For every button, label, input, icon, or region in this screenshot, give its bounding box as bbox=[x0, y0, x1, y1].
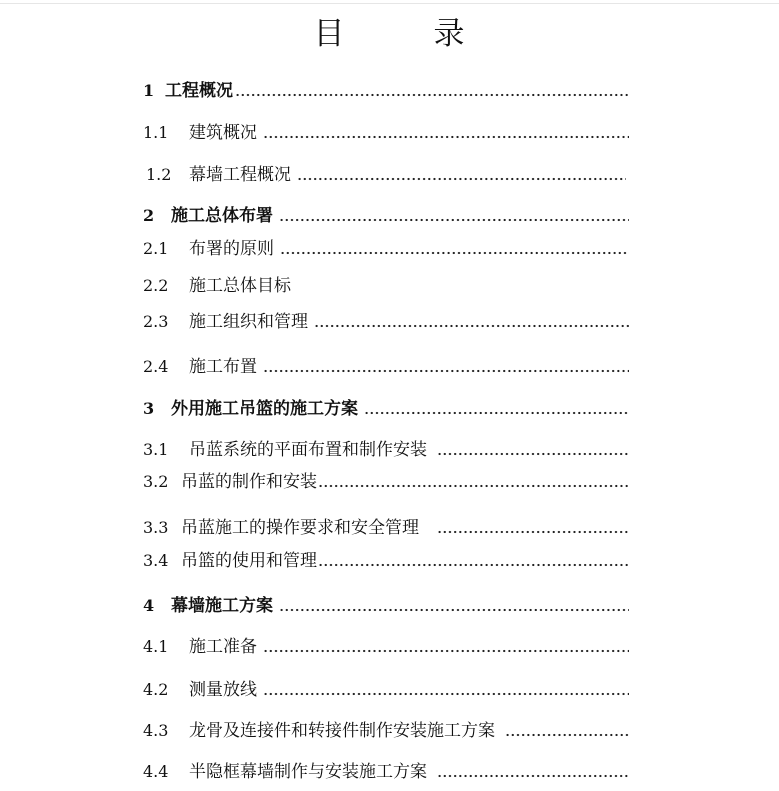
toc-dot-leader bbox=[279, 596, 629, 616]
toc-title-char-2: 录 bbox=[433, 16, 466, 52]
toc-dot-leader bbox=[437, 762, 629, 782]
toc-entry-4-2[interactable] bbox=[143, 676, 629, 700]
toc-entry-number: 3 bbox=[143, 399, 155, 418]
toc-entry-1[interactable] bbox=[143, 77, 629, 101]
toc-entry-2-1[interactable] bbox=[143, 235, 629, 259]
toc-entry-2-2[interactable] bbox=[143, 272, 308, 296]
toc-entry-number: 4.2 bbox=[143, 680, 169, 699]
toc-entry-number: 3.2 bbox=[143, 472, 169, 491]
toc-dot-leader bbox=[314, 312, 629, 332]
toc-entry-4[interactable] bbox=[143, 592, 629, 616]
toc-entry-3-3[interactable] bbox=[143, 514, 629, 538]
toc-dot-leader bbox=[263, 123, 629, 143]
toc-entry-label: 外用施工吊篮的施工方案 bbox=[171, 399, 358, 419]
toc-entry-label: 吊蓝系统的平面布置和制作安装 bbox=[189, 440, 427, 460]
toc-entry-number: 1 bbox=[143, 81, 155, 100]
toc-entry-3-1[interactable] bbox=[143, 436, 629, 460]
toc-entry-3-2[interactable] bbox=[143, 468, 629, 492]
toc-entry-number: 4 bbox=[143, 596, 155, 615]
toc-entry-label: 建筑概况 bbox=[189, 123, 257, 143]
toc-dot-leader bbox=[318, 472, 629, 492]
toc-entry-label: 施工总体目标 bbox=[189, 276, 291, 296]
toc-entry-label: 工程概况 bbox=[165, 81, 233, 101]
toc-entry-label: 施工组织和管理 bbox=[189, 312, 308, 332]
toc-dot-leader bbox=[263, 637, 629, 657]
toc-entry-label: 幕墙工程概况 bbox=[189, 165, 291, 185]
toc-title-char-1: 目 bbox=[313, 16, 346, 52]
toc-entry-label: 吊蓝的制作和安装 bbox=[181, 472, 317, 492]
toc-entry-1-2[interactable] bbox=[146, 161, 626, 185]
toc-entry-label: 吊蓝施工的操作要求和安全管理 bbox=[181, 518, 419, 538]
toc-entry-2[interactable] bbox=[143, 202, 629, 226]
toc-entry-label: 半隐框幕墙制作与安装施工方案 bbox=[189, 762, 427, 782]
toc-dot-leader bbox=[263, 357, 629, 377]
toc-entry-number: 2.3 bbox=[143, 312, 169, 331]
toc-dot-leader bbox=[279, 206, 629, 226]
page-top-rule bbox=[0, 3, 779, 4]
toc-entry-number: 4.4 bbox=[143, 762, 169, 781]
toc-entry-3[interactable] bbox=[143, 395, 629, 419]
toc-entry-label: 龙骨及连接件和转接件制作安装施工方案 bbox=[189, 721, 495, 741]
toc-entry-label: 施工总体布署 bbox=[171, 206, 273, 226]
toc-entry-label: 测量放线 bbox=[189, 680, 257, 700]
toc-entry-1-1[interactable] bbox=[143, 119, 629, 143]
toc-dot-leader bbox=[437, 518, 629, 538]
toc-entry-label: 布署的原则 bbox=[189, 239, 274, 259]
toc-entry-number: 1.2 bbox=[146, 165, 172, 184]
toc-entry-number: 3.3 bbox=[143, 518, 169, 537]
toc-entry-number: 3.1 bbox=[143, 440, 169, 459]
toc-dot-leader bbox=[297, 165, 626, 185]
toc-entry-number: 1.1 bbox=[143, 123, 169, 142]
toc-dot-leader bbox=[263, 680, 629, 700]
toc-entry-4-3[interactable] bbox=[143, 717, 629, 741]
toc-entry-number: 4.1 bbox=[143, 637, 169, 656]
toc-entry-2-3[interactable] bbox=[143, 308, 629, 332]
toc-entry-number: 2 bbox=[143, 206, 155, 225]
toc-entry-label: 幕墙施工方案 bbox=[171, 596, 273, 616]
toc-entry-number: 4.3 bbox=[143, 721, 169, 740]
toc-dot-leader bbox=[364, 399, 629, 419]
toc-entry-number: 3.4 bbox=[143, 551, 169, 570]
toc-entry-label: 吊篮的使用和管理 bbox=[181, 551, 317, 571]
toc-entry-label: 施工准备 bbox=[189, 637, 257, 657]
toc-dot-leader bbox=[318, 551, 629, 571]
toc-entry-number: 2.2 bbox=[143, 276, 169, 295]
toc-title bbox=[0, 8, 779, 53]
toc-entry-4-4[interactable] bbox=[143, 758, 629, 782]
toc-entry-number: 2.1 bbox=[143, 239, 169, 258]
toc-entry-3-4[interactable] bbox=[143, 547, 629, 571]
toc-entry-4-1[interactable] bbox=[143, 633, 629, 657]
toc-dot-leader bbox=[235, 81, 629, 101]
toc-dot-leader bbox=[280, 239, 629, 259]
toc-entry-number: 2.4 bbox=[143, 357, 169, 376]
toc-dot-leader bbox=[505, 721, 629, 741]
toc-entry-2-4[interactable] bbox=[143, 353, 629, 377]
toc-dot-leader bbox=[437, 440, 629, 460]
toc-entry-label: 施工布置 bbox=[189, 357, 257, 377]
